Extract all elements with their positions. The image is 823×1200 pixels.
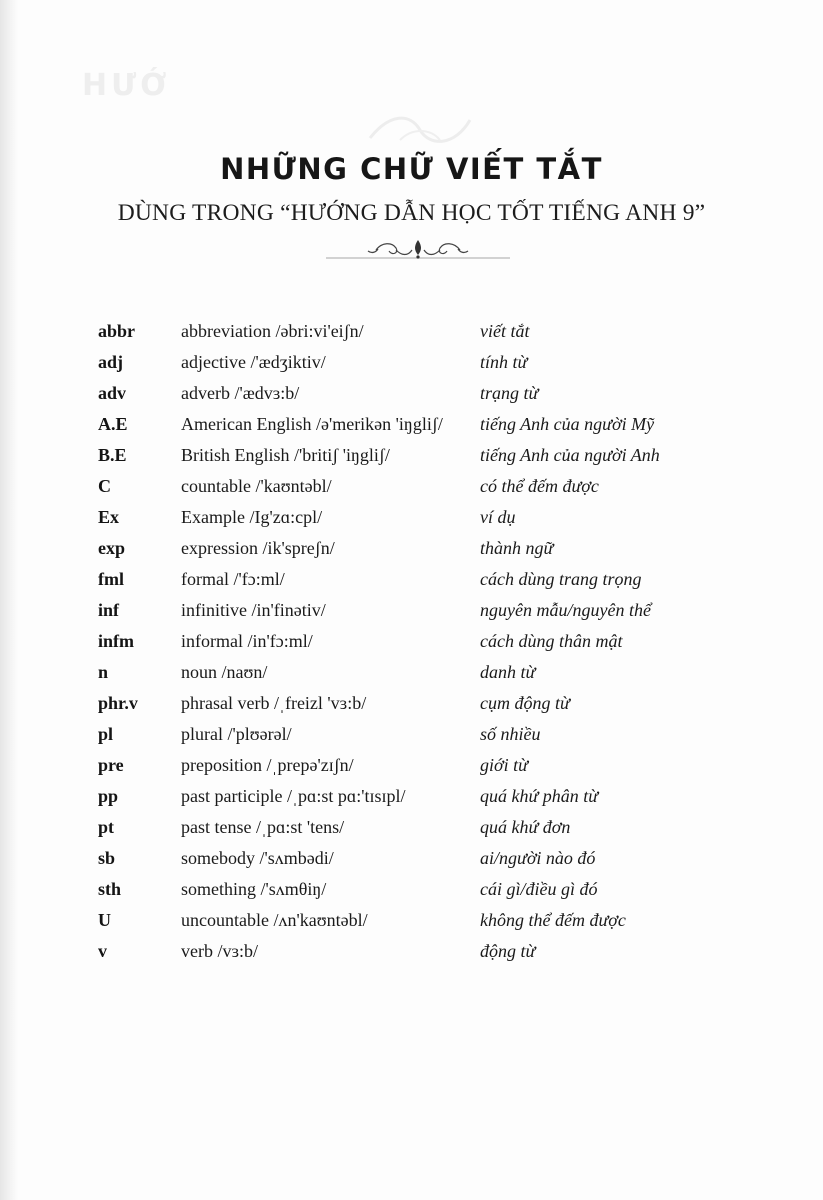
vietnamese-meaning: viết tắt (480, 321, 530, 341)
term-with-pronunciation: adjective /'ædʒiktiv/ (181, 352, 326, 372)
term-with-pronunciation: adverb /'ædvɜ:b/ (181, 383, 300, 403)
vietnamese-meaning: tính từ (480, 352, 528, 372)
term-with-pronunciation: British English /'britiʃ 'iŋgliʃ/ (181, 445, 390, 465)
vietnamese-meaning: cái gì/điều gì đó (480, 879, 598, 899)
abbreviation: inf (98, 600, 120, 620)
term-with-pronunciation: uncountable /ʌn'kaʊntəbl/ (181, 910, 368, 930)
term-with-pronunciation: infinitive /in'finətiv/ (181, 600, 326, 620)
vietnamese-meaning: không thể đếm được (480, 910, 626, 930)
list-item (0, 812, 823, 843)
list-item (0, 750, 823, 781)
term-with-pronunciation: phrasal verb /ˌfreizl 'vɜ:b/ (181, 693, 367, 713)
page-title: NHỮNG CHỮ VIẾT TẮT (220, 152, 603, 186)
abbreviation: Ex (98, 507, 120, 527)
term-with-pronunciation: preposition /ˌprepə'zɪʃn/ (181, 755, 354, 775)
abbreviation: n (98, 662, 109, 682)
term-with-pronunciation: American English /ə'merikən 'iŋgliʃ/ (181, 414, 443, 434)
abbreviation: infm (98, 631, 134, 651)
abbreviation: v (98, 941, 107, 961)
abbreviation: sb (98, 848, 116, 868)
term-with-pronunciation: noun /naʊn/ (181, 662, 268, 682)
term-with-pronunciation: formal /'fɔ:ml/ (181, 569, 285, 589)
bleed-through-text: HƯỚ (82, 68, 171, 103)
vietnamese-meaning: ai/người nào đó (480, 848, 596, 868)
abbreviation: abbr (98, 321, 136, 341)
bleed-through-ornament (360, 108, 480, 148)
list-item (0, 657, 823, 688)
vietnamese-meaning: cách dùng trang trọng (480, 569, 642, 589)
vietnamese-meaning: có thể đếm được (480, 476, 599, 496)
list-item (0, 781, 823, 812)
abbreviation: A.E (98, 414, 128, 434)
vietnamese-meaning: quá khứ phân từ (480, 786, 599, 806)
vietnamese-meaning: cách dùng thân mật (480, 631, 623, 651)
divider-ornament (326, 238, 510, 262)
list-item (0, 843, 823, 874)
list-item (0, 874, 823, 905)
list-item (0, 502, 823, 533)
list-item (0, 316, 823, 347)
abbreviation: C (98, 476, 111, 496)
list-item (0, 471, 823, 502)
vietnamese-meaning: nguyên mẫu/nguyên thể (480, 600, 651, 620)
term-with-pronunciation: plural /'plʊərəl/ (181, 724, 292, 744)
abbreviation: phr.v (98, 693, 138, 713)
list-item (0, 347, 823, 378)
term-with-pronunciation: expression /ik'spreʃn/ (181, 538, 335, 558)
abbreviation: pre (98, 755, 124, 775)
term-with-pronunciation: abbreviation /əbri:vi'eiʃn/ (181, 321, 364, 341)
list-item (0, 595, 823, 626)
vietnamese-meaning: tiếng Anh của người Anh (480, 445, 660, 465)
page-subtitle: DÙNG TRONG “HƯỚNG DẪN HỌC TỐT TIẾNG ANH 9” (117, 200, 706, 226)
term-with-pronunciation: informal /in'fɔ:ml/ (181, 631, 313, 651)
list-item (0, 378, 823, 409)
term-with-pronunciation: past tense /ˌpɑ:st 'tens/ (181, 817, 345, 837)
abbreviation: fml (98, 569, 124, 589)
list-item (0, 409, 823, 440)
vietnamese-meaning: danh từ (480, 662, 536, 682)
abbreviation: U (98, 910, 111, 930)
abbreviation: B.E (98, 445, 127, 465)
abbreviation: sth (98, 879, 122, 899)
list-item (0, 936, 823, 967)
list-item (0, 905, 823, 936)
list-item (0, 440, 823, 471)
term-with-pronunciation: something /'sʌmθiŋ/ (181, 879, 327, 899)
list-item (0, 688, 823, 719)
list-item (0, 719, 823, 750)
abbreviation: pp (98, 786, 119, 806)
term-with-pronunciation: somebody /'sʌmbədi/ (181, 848, 334, 868)
vietnamese-meaning: cụm động từ (480, 693, 570, 713)
abbreviation: adj (98, 352, 124, 372)
term-with-pronunciation: verb /vɜ:b/ (181, 941, 259, 961)
abbreviation: exp (98, 538, 125, 558)
term-with-pronunciation: countable /'kaʊntəbl/ (181, 476, 332, 496)
vietnamese-meaning: động từ (480, 941, 536, 961)
list-item (0, 533, 823, 564)
abbreviation: pl (98, 724, 114, 744)
vietnamese-meaning: số nhiều (480, 724, 541, 744)
list-item (0, 564, 823, 595)
term-with-pronunciation: Example /Ig'zɑ:cpl/ (181, 507, 323, 527)
vietnamese-meaning: trạng từ (480, 383, 539, 403)
vietnamese-meaning: quá khứ đơn (480, 817, 571, 837)
vietnamese-meaning: thành ngữ (480, 538, 554, 558)
list-item (0, 626, 823, 657)
term-with-pronunciation: past participle /ˌpɑ:st pɑ:'tɪsɪpl/ (181, 786, 406, 806)
vietnamese-meaning: giới từ (480, 755, 528, 775)
vietnamese-meaning: tiếng Anh của người Mỹ (480, 414, 655, 434)
abbreviation: pt (98, 817, 115, 837)
abbreviation: adv (98, 383, 127, 403)
vietnamese-meaning: ví dụ (480, 507, 516, 527)
